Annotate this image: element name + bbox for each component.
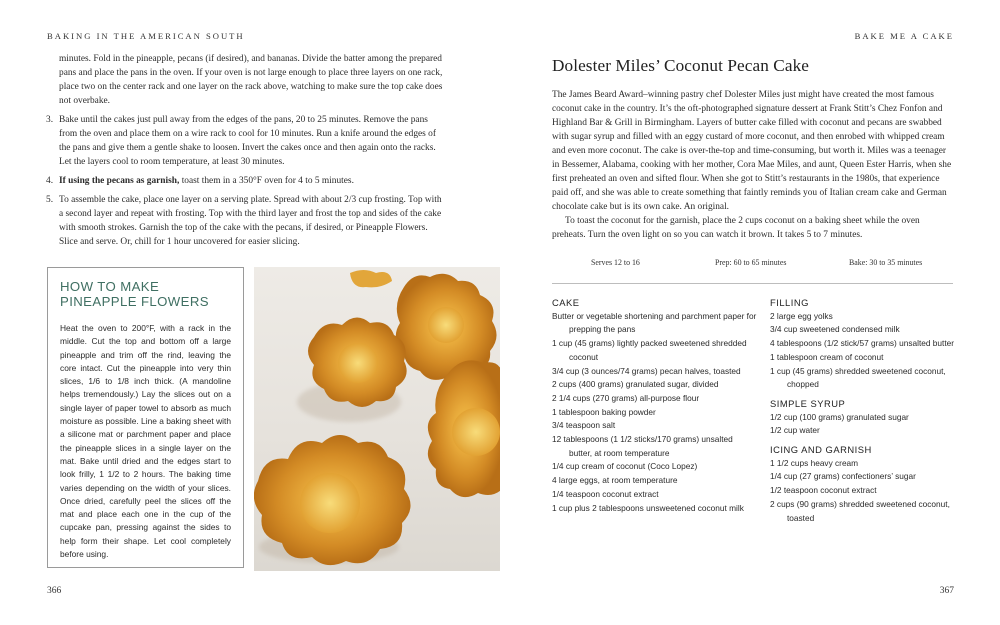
- pineapple-flowers-illustration: [254, 267, 500, 571]
- ingredient-item: 1 cup plus 2 tablespoons unsweetened coconut milk: [552, 502, 744, 513]
- sidebar-text: Heat the oven to 200°F, with a rack in the middle. Cut the top and bottom off a large pineapple and trim off the rind, leaving the core intact. Cut the pineapple into very thin slices, 1/6 to 1/8 inch thick. (A mandoline helps tremendously.) Lay the slices out on a single layer of paper towel to absorb as much moisture as possible. Line a baking sheet with a silicone mat or parchment paper and place the pineapple slices in a single layer on the mat. Bake until dried and the edges start to look frilly, 1 1/2 to 2 hours. The baking time varies depending on the width of your slices. Once dried, carefully peel the slices off the mat and place each one in the cup of the cupcake pan, pressing against the sides to help form their shape. Let cool completely before using.: [60, 323, 231, 560]
- page-number-right: 367: [939, 586, 954, 596]
- ingredients-column-2: [770, 296, 960, 525]
- ingredient-item: 2 cups (90 grams) shredded sweetened coconut, toasted: [770, 498, 950, 523]
- ingredient-item: 1/2 teaspoon coconut extract: [770, 485, 877, 496]
- step-text: minutes. Fold in the pineapple, pecans (if desired), and bananas. Divide the batter among the prepared pans and place the pans in the oven. If your oven is not large enough to place three layers on one rack, place two on the center rack and one layer on the rack above, watching to make sure the top cake does not overbake.: [59, 54, 443, 106]
- recipe-title: Dolester Miles’ Coconut Pecan Cake: [552, 56, 810, 75]
- step-number: 3.: [46, 115, 54, 125]
- pineapple-flower-right: [428, 360, 500, 497]
- step-5: [46, 193, 448, 249]
- dried-pineapple-flowers-photo: [254, 267, 500, 571]
- ingredient-heading-simple-syrup: SIMPLE SYRUP: [770, 397, 846, 409]
- running-head-left: BAKING IN THE AMERICAN SOUTH: [47, 31, 245, 41]
- ingredient-item: 1/4 cup (27 grams) confectioners’ sugar: [770, 471, 916, 482]
- ingredient-item: 1 1/2 cups heavy cream: [770, 457, 859, 468]
- step-number: 5.: [46, 195, 54, 205]
- ingredient-item: 1 tablespoon cream of coconut: [770, 351, 884, 362]
- prep-time: Prep: 60 to 65 minutes: [715, 258, 787, 267]
- pineapple-flowers-sidebar: [47, 267, 244, 568]
- step-text: toast them in a 350°F oven for 4 to 5 minutes.: [179, 176, 354, 186]
- ingredient-item: 1/2 cup (100 grams) granulated sugar: [770, 411, 909, 422]
- intro-paragraph-1: The James Beard Award–winning pastry chef Dolester Miles just might have created the most famous coconut cake in the country. It’s the oft-photographed signature dessert at Frank Stitt’s Chez Fonfon and Highland Bar & Grill in Birmingham. Layers of butter cake filled with coconut and pecans are swabbed with sugar syrup and filled with an eggy custard of more coconut, and then enrobed with whipped cream and even more coconut. The cake is over-the-top and time-consuming, but worth it. Miles was a teenager in Bessemer, Alabama, cooking with her mother, Cora Mae Miles, and aunt, Queen Ester Harris, when she first preheated an oven and sifted flour. When she got to Stitt’s restaurants in the 1980s, that experience paid off, and she was able to create something that faintly reminds you of Italian cream cake and German chocolate cake but is its own cake. An original.: [552, 90, 952, 212]
- serves: Serves 12 to 16: [591, 258, 640, 267]
- right-page: [500, 0, 1000, 625]
- method-steps: [46, 52, 448, 254]
- ingredient-item: 1 cup (45 grams) lightly packed sweetened shredded coconut: [552, 338, 747, 362]
- ingredient-item: 3/4 teaspoon salt: [552, 420, 616, 431]
- ingredient-item: 1 tablespoon baking powder: [552, 406, 656, 417]
- ingredient-heading-filling: FILLING: [770, 297, 809, 308]
- divider: [552, 283, 953, 284]
- step-lead: If using the pecans as garnish,: [59, 176, 180, 186]
- ingredient-item: 2 cups (400 grams) granulated sugar, divided: [552, 379, 719, 390]
- step-number: 4.: [46, 176, 54, 186]
- ingredient-item: 1/2 cup water: [770, 425, 820, 436]
- ingredient-item: 12 tablespoons (1 1/2 sticks/170 grams) unsalted butter, at room temperature: [552, 434, 733, 458]
- ingredient-item: 3/4 cup (3 ounces/74 grams) pecan halves, toasted: [552, 365, 741, 376]
- ingredient-item: 2 1/4 cups (270 grams) all-purpose flour: [552, 392, 700, 403]
- ingredient-item: 3/4 cup sweetened condensed milk: [770, 324, 900, 335]
- ingredient-item: 1 cup (45 grams) shredded sweetened coconut, chopped: [770, 365, 946, 390]
- running-head-right: BAKE ME A CAKE: [854, 31, 954, 41]
- ingredient-item: Butter or vegetable shortening and parchment paper for prepping the pans: [552, 310, 757, 335]
- ingredients-column-1: [552, 296, 757, 515]
- ingredient-item: 1/4 cup cream of coconut (Coco Lopez): [552, 461, 698, 472]
- step-3: [46, 113, 448, 169]
- pineapple-flower-top-left: [350, 270, 392, 287]
- ingredient-item: 2 large egg yolks: [770, 310, 833, 321]
- step-continued: [46, 52, 448, 108]
- step-4: [46, 174, 448, 188]
- ingredient-item: 1/4 teaspoon coconut extract: [552, 488, 659, 499]
- sidebar-title: HOW TO MAKE PINEAPPLE FLOWERS: [60, 279, 209, 309]
- intro-paragraph-2: To toast the coconut for the garnish, place the 2 cups coconut on a baking sheet while the oven preheats. Turn the oven light on so you can watch it brown. It takes 5 to 7 minutes.: [552, 216, 920, 240]
- ingredient-item: 4 tablespoons (1/2 stick/57 grams) unsalted butter: [770, 338, 955, 349]
- bake-time: Bake: 30 to 35 minutes: [849, 258, 923, 267]
- step-text: To assemble the cake, place one layer on a serving plate. Spread with about 2/3 cup frosting. Top with a second layer and repeat with frosting. Top with the third layer and frost the top and sides of the cake with smooth strokes. Garnish the top of the cake with the pecans, if desired, or Pineapple Flowers. Slice and serve. Or, chill for 1 hour uncovered for easier slicing.: [59, 195, 442, 247]
- ingredient-heading-cake: CAKE: [552, 297, 580, 308]
- ingredient-item: 4 large eggs, at room temperature: [552, 475, 678, 486]
- page-number-left: 366: [47, 586, 62, 596]
- recipe-intro: [552, 88, 954, 242]
- step-text: Bake until the cakes just pull away from the edges of the pans, 20 to 25 minutes. Remove the pans from the oven and place them on a wire rack to cool for 10 minutes. Run a knife around the edges of the pans and give them a gentle shake to loosen. Invert the cakes once and then again onto the racks. Let the layers cool to room temperature, at least 30 minutes.: [59, 115, 436, 167]
- ingredient-heading-icing: ICING AND GARNISH: [770, 444, 872, 456]
